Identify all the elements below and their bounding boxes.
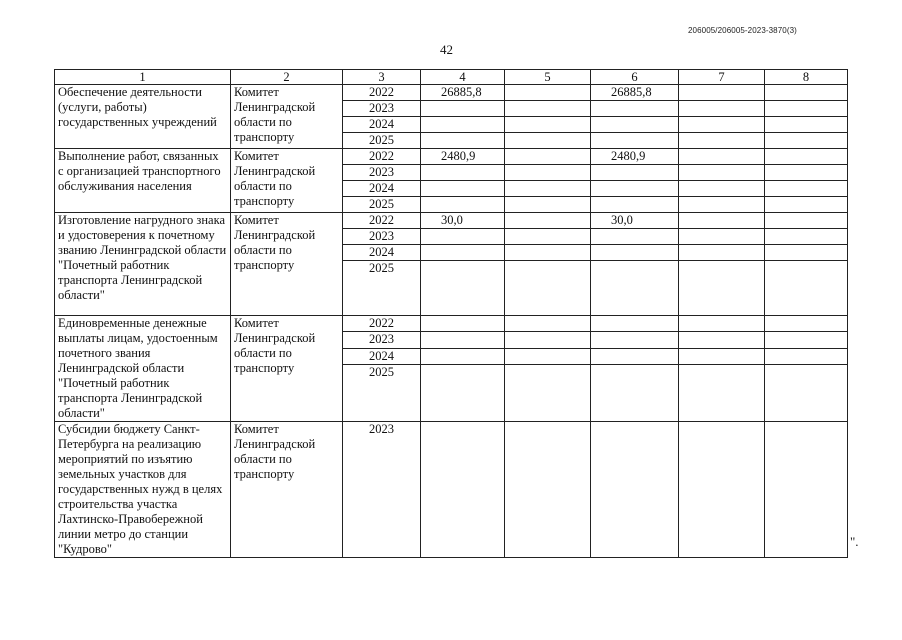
value-cell-col6 [591,348,679,364]
value-cell-col7 [679,348,765,364]
value-cell-col8 [765,332,848,348]
value-cell-col4 [421,348,505,364]
value-cell-col5 [505,213,591,229]
value-cell-col8 [765,245,848,261]
table-row [55,85,848,101]
value-cell-col8 [765,348,848,364]
value-cell-col5 [505,422,591,558]
value-cell-col4: 26885,8 [421,85,505,101]
value-cell-col5 [505,85,591,101]
value-cell-col4 [421,197,505,213]
value-cell-col6: 30,0 [591,213,679,229]
column-header: 5 [505,70,591,85]
value-cell-col5 [505,365,591,422]
year-cell: 2022 [343,85,421,101]
value-cell-col5 [505,229,591,245]
value-cell-col8 [765,316,848,332]
value-cell-col7 [679,197,765,213]
value-cell-col5 [505,165,591,181]
measure-name-cell: Выполнение работ, связанных с организацией транспортного обслуживания населения [55,149,231,213]
year-cell: 2024 [343,181,421,197]
value-cell-col7 [679,365,765,422]
value-cell-col4 [421,165,505,181]
year-cell: 2025 [343,197,421,213]
value-cell-col5 [505,261,591,316]
value-cell-col7 [679,332,765,348]
column-header: 6 [591,70,679,85]
year-cell: 2025 [343,133,421,149]
executor-cell: Комитет Ленинградской области по транспорту [231,85,343,149]
budget-table [54,69,848,558]
value-cell-col6 [591,365,679,422]
value-cell-col5 [505,245,591,261]
value-cell-col8 [765,213,848,229]
year-cell: 2023 [343,229,421,245]
value-cell-col7 [679,149,765,165]
table-row [55,213,848,229]
value-cell-col4 [421,133,505,149]
measure-name-cell: Обеспечение деятельности (услуги, работы) государственных учреждений [55,85,231,149]
year-cell: 2023 [343,101,421,117]
value-cell-col4 [421,117,505,133]
value-cell-col8 [765,197,848,213]
value-cell-col7 [679,101,765,117]
value-cell-col7 [679,316,765,332]
value-cell-col8 [765,149,848,165]
page-number: 42 [440,42,453,57]
year-cell: 2022 [343,149,421,165]
value-cell-col6 [591,133,679,149]
measure-name-cell: Субсидии бюджету Санкт-Петербурга на реализацию мероприятий по изъятию земельных участков для государственных нужд в целях строительства участка Лахтинско-Правобережной линии метро до станции "Кудрово" [55,422,231,558]
value-cell-col5 [505,181,591,197]
value-cell-col6 [591,332,679,348]
year-cell: 2024 [343,348,421,364]
value-cell-col6 [591,101,679,117]
executor-cell: Комитет Ленинградской области по транспорту [231,213,343,316]
value-cell-col4 [421,316,505,332]
year-cell: 2025 [343,261,421,316]
value-cell-col4 [421,365,505,422]
executor-cell: Комитет Ленинградской области по транспорту [231,422,343,558]
executor-cell: Комитет Ленинградской области по транспорту [231,149,343,213]
value-cell-col7 [679,181,765,197]
year-cell: 2023 [343,165,421,181]
column-header: 8 [765,70,848,85]
column-header: 2 [231,70,343,85]
value-cell-col5 [505,348,591,364]
value-cell-col6 [591,245,679,261]
table-header-row [55,70,848,85]
value-cell-col4 [421,422,505,558]
column-header: 3 [343,70,421,85]
measure-name-cell: Единовременные денежные выплаты лицам, удостоенным почетного звания Ленинградской области "Почетный работник транспорта Ленинградской области" [55,316,231,422]
value-cell-col8 [765,101,848,117]
value-cell-col6 [591,229,679,245]
value-cell-col5 [505,197,591,213]
column-header: 7 [679,70,765,85]
value-cell-col7 [679,85,765,101]
year-cell: 2025 [343,365,421,422]
executor-cell: Комитет Ленинградской области по транспорту [231,316,343,422]
value-cell-col8 [765,422,848,558]
value-cell-col4: 2480,9 [421,149,505,165]
value-cell-col8 [765,85,848,101]
value-cell-col7 [679,245,765,261]
value-cell-col4 [421,245,505,261]
value-cell-col4 [421,261,505,316]
value-cell-col6 [591,422,679,558]
value-cell-col5 [505,133,591,149]
value-cell-col5 [505,117,591,133]
value-cell-col4 [421,181,505,197]
value-cell-col8 [765,165,848,181]
column-header: 1 [55,70,231,85]
table-row [55,316,848,332]
value-cell-col4 [421,229,505,245]
value-cell-col5 [505,316,591,332]
value-cell-col7 [679,117,765,133]
value-cell-col7 [679,422,765,558]
table-row [55,149,848,165]
column-header: 4 [421,70,505,85]
year-cell: 2023 [343,422,421,558]
value-cell-col6: 2480,9 [591,149,679,165]
value-cell-col8 [765,365,848,422]
value-cell-col6 [591,197,679,213]
value-cell-col6 [591,165,679,181]
value-cell-col5 [505,332,591,348]
value-cell-col4 [421,332,505,348]
value-cell-col7 [679,165,765,181]
year-cell: 2024 [343,117,421,133]
year-cell: 2024 [343,245,421,261]
value-cell-col7 [679,213,765,229]
value-cell-col8 [765,117,848,133]
value-cell-col8 [765,229,848,245]
value-cell-col7 [679,229,765,245]
value-cell-col8 [765,181,848,197]
table-row [55,422,848,558]
value-cell-col8 [765,133,848,149]
value-cell-col6 [591,117,679,133]
value-cell-col5 [505,149,591,165]
value-cell-col6 [591,261,679,316]
value-cell-col6: 26885,8 [591,85,679,101]
value-cell-col6 [591,181,679,197]
year-cell: 2023 [343,332,421,348]
value-cell-col4: 30,0 [421,213,505,229]
value-cell-col8 [765,261,848,316]
document-id-stamp: 206005/206005-2023-3870(3) [688,26,797,35]
measure-name-cell: Изготовление нагрудного знака и удостоверения к почетному званию Ленинградской области "Почетный работник транспорта Ленинградской области" [55,213,231,316]
year-cell: 2022 [343,316,421,332]
year-cell: 2022 [343,213,421,229]
value-cell-col7 [679,133,765,149]
value-cell-col7 [679,261,765,316]
closing-quote-mark: ". [850,534,859,549]
value-cell-col6 [591,316,679,332]
value-cell-col4 [421,101,505,117]
value-cell-col5 [505,101,591,117]
